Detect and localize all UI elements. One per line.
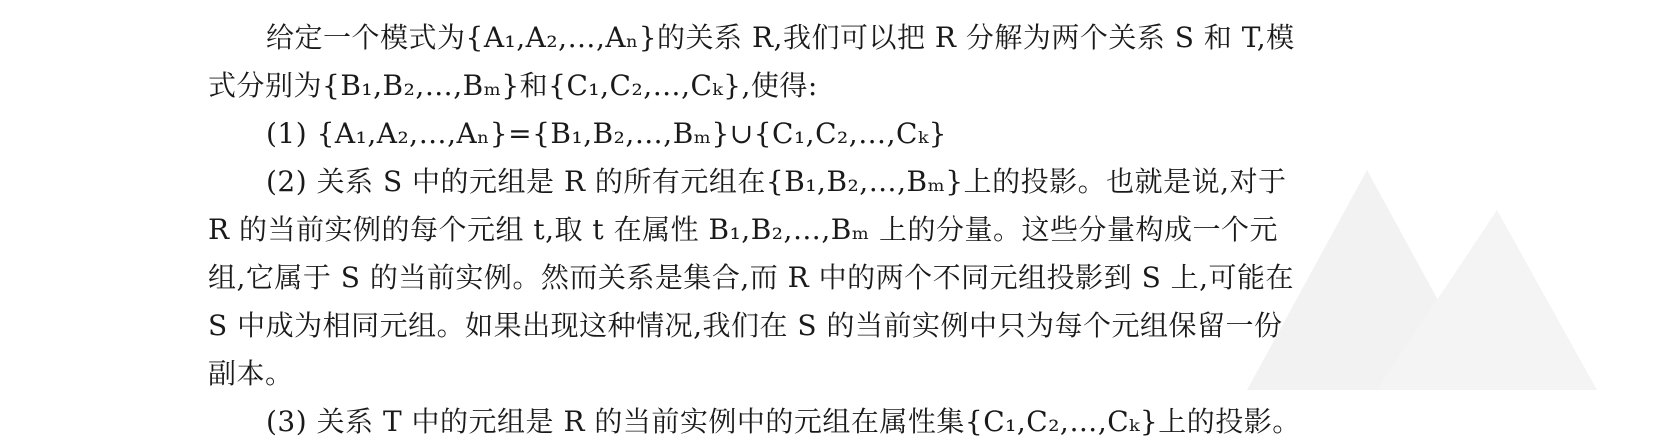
text-line: (1) {A₁,A₂,…,Aₙ}={B₁,B₂,…,Bₘ}∪{C₁,C₂,…,Cₖ}: [266, 117, 947, 150]
text-line: (2) 关系 S 中的元组是 R 的所有元组在{B₁,B₂,…,Bₘ}上的投影。也就是说,对于: [266, 165, 1287, 198]
text-line: (3) 关系 T 中的元组是 R 的当前实例中的元组在属性集{C₁,C₂,…,Cₖ}上的投影。: [266, 405, 1301, 438]
list-item-1: [208, 110, 1348, 158]
list-item-2: [208, 158, 1348, 398]
text-line: 给定一个模式为{A₁,A₂,…,Aₙ}的关系 R,我们可以把 R 分解为两个关系 S 和 T,模: [266, 21, 1295, 54]
text-line: 式分别为{B₁,B₂,…,Bₘ}和{C₁,C₂,…,Cₖ},使得:: [208, 69, 818, 102]
text-line: R 的当前实例的每个元组 t,取 t 在属性 B₁,B₂,…,Bₘ 上的分量。这些分量构成一个元: [208, 213, 1278, 246]
document-body: [208, 14, 1348, 446]
list-item-3: [208, 398, 1348, 446]
paragraph-intro: [208, 14, 1348, 110]
text-line: 组,它属于 S 的当前实例。然而关系是集合,而 R 中的两个不同元组投影到 S 上,可能在: [208, 261, 1295, 294]
text-line: 副本。: [208, 357, 294, 390]
text-line: S 中成为相同元组。如果出现这种情况,我们在 S 的当前实例中只为每个元组保留一份: [208, 309, 1283, 342]
